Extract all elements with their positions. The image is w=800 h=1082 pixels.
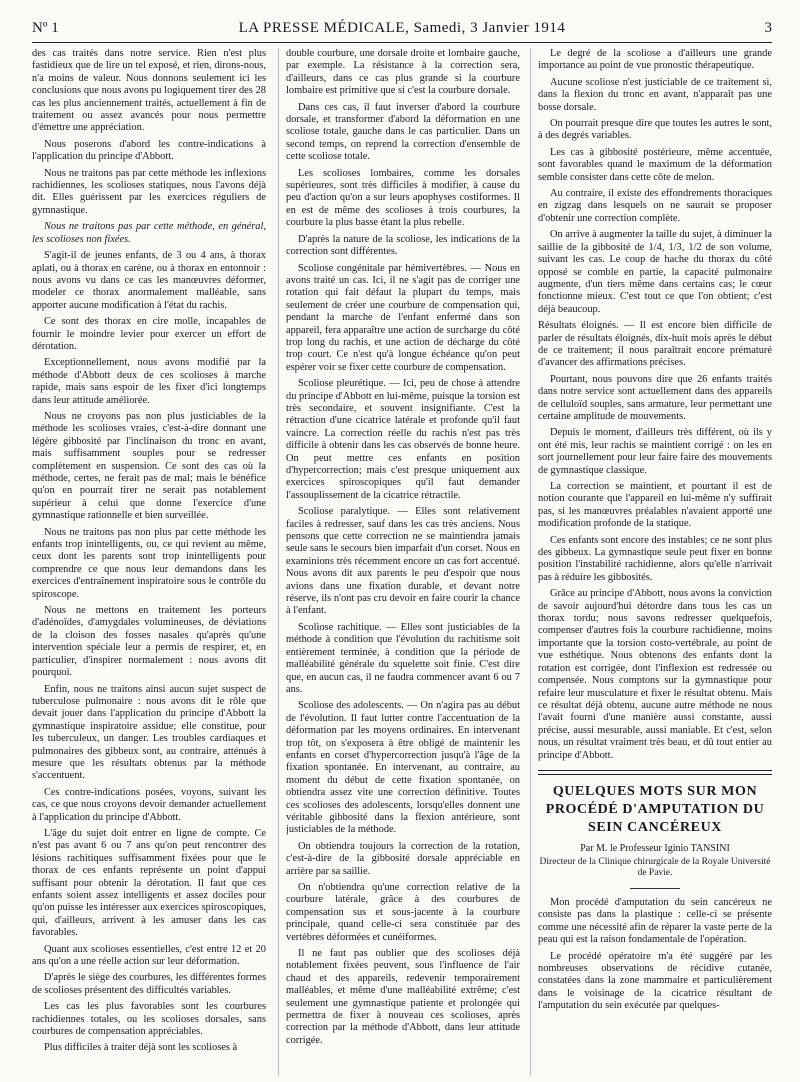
column-2 bbox=[286, 48, 520, 1076]
paragraph: Ces contre-indications posées, voyons, suivant les cas, ce que nous croyons devoir demander actuellement à l'application du principe d'Abbott. bbox=[32, 786, 266, 823]
paragraph: Scoliose des adolescents. — On n'agira pas au début de l'évolution. Il faut lutter contre l'accentuation de la déformation par les moyens ordinaires. En intervenant trop tôt, on s'exposera à être obligé de maintenir les enfants en corset d'hypercorrection jusqu'à l'âge de la fixation spontanée. En intervenant, au contraire, au moment du début de cette fixation spontanée, on obtiendra assez vite une correction définitive. Toutes ces scolioses des adolescents, lorsqu'elles donnent une véritable gibbosité dans la flexion antérieure, sont justiciables de la méthode. bbox=[286, 700, 520, 836]
issue-number: Nº 1 bbox=[32, 20, 59, 36]
paragraph: des cas traités dans notre service. Rien n'est plus fastidieux que de lire un tel exposé, et rien, dirons-nous, n'a moins de valeur. Nous donnons seulement ici les conclusions que nous avons pu logiquement tirer des 28 cas les plus anciennement traités, actuellement à fin de traitement ou assez avancés pour nous permettre d'émettre une appréciation. bbox=[32, 48, 266, 134]
paragraph: S'agit-il de jeunes enfants, de 3 ou 4 ans, à thorax aplati, ou à thorax en carène, ou à thorax en entonnoir : nous avons vu dans ce cas les manœuvres déformer, modeler ce thorax anormalement malléable, sans apporter aucune modification à l'état du rachis. bbox=[32, 250, 266, 311]
article-title: QUELQUES MOTS SUR MON PROCÉDÉ D'AMPUTATION DU SEIN CANCÉREUX bbox=[545, 783, 765, 835]
column-1 bbox=[32, 48, 266, 1076]
journal-title: LA PRESSE MÉDICALE, bbox=[238, 20, 410, 36]
paragraph: Scoliose pleurétique. — Ici, peu de chose à attendre du principe d'Abbott en lui-même, puisque la torsion est très secondaire, et souvent insignifiante. C'est la rétraction d'une cicatrice latérale et profonde qu'il faut vaincre. La correction réelle du rachis n'est pas très difficile à obtenir dans les cas observés de bonne heure. On peut mettre ces enfants en position d'hypercorrection; mais c'est presque uniquement aux exercices spiroscopiques qu'il faut demander l'assouplissement de la cicatrice rétractile. bbox=[286, 378, 520, 501]
paragraph: L'âge du sujet doit entrer en ligne de compte. Ce n'est pas avant 6 ou 7 ans qu'on peut rencontrer des lésions rachitiques suffisamment fixées pour que le thorax de ces enfants représente un point d'appui suffisant pour obtenir la dérotation. Il faut que ces enfants soient assez intelligents et assez dociles pour qu'on puisse les intéresser aux exercices spiroscopiques, qui, d'ailleurs, arrivent à les amuser dans les cas favorables. bbox=[32, 827, 266, 939]
paragraph: Ce sont des thorax en cire molle, incapables de fournir le moindre levier pour exercer un effort de dérotation. bbox=[32, 316, 266, 352]
paragraph: D'après le siège des courbures, les différentes formes de scolioses présentent des difficultés variables. bbox=[32, 972, 266, 996]
paragraph: Au contraire, il existe des effondrements thoraciques en zigzag dans lesquels on ne saurait se proposer d'obtenir une correction complète. bbox=[538, 188, 772, 224]
article-affiliation: Directeur de la Clinique chirurgicale de la Royale Université de Pavie. bbox=[539, 856, 771, 879]
page-header bbox=[32, 18, 772, 40]
header-rule bbox=[32, 42, 772, 43]
paragraph: On obtiendra toujours la correction de la rotation, c'est-à-dire de la gibbosité dorsale appréciable en arrière par sa saillie. bbox=[286, 840, 520, 877]
paragraph: Il ne faut pas oublier que des scolioses déjà notablement fixées peuvent, sous l'influence de l'air chaud et des appareils, redevenir temporairement malléables, et même d'une malléabilité extrême; c'est seulement une gymnastique patiente et prolongée qui permettra de fixer à nouveau ces scolioses, après correction par la méthode d'Abbott, dans leur attitude corrigée. bbox=[286, 948, 520, 1046]
paragraph: Les scolioses lombaires, comme les dorsales supérieures, sont très difficiles à modifier, à cause du peu d'action qu'on a sur leurs apophyses costiformes. Il en est de même des scolioses à trois courbures, la courbure la plus basse étant la plus rebelle. bbox=[286, 167, 520, 229]
paragraph: Scoliose congénitale par hémivertèbres. — Nous en avons traité un cas. Ici, il ne s'agit pas de corriger une rotation qui fait défaut la plupart du temps, mais seulement de créer une courbure de compensation qui, pendant la marche de l'enfant enfermé dans son appareil, fera apparaître une action de surcharge du côté trop long du rachis, et une action de décharge du côté trop court. Ce n'est qu'à longue échéance qu'on peut espérer voir se fixer cette courbure de compensation. bbox=[286, 262, 520, 373]
paragraph: Dans ces cas, il faut inverser d'abord la courbure dorsale, et transformer d'abord la déformation en une scoliose totale, gauche dans le cas particulier. Dans un second temps, on reprend la correction d'ensemble de cette scoliose totale. bbox=[286, 101, 520, 163]
paragraph: Nous ne traitons pas par cette méthode les inflexions rachidiennes, les scolioses statiques, nous l'avons déjà dit. Elles guérissent par les exercices réguliers de gymnastique. bbox=[32, 167, 266, 216]
paragraph: Mon procédé d'amputation du sein cancéreux ne consiste pas dans la plastique : celle-ci se présente comme une nécessité afin de réparer la vaste perte de la peau qui est la raison fondamentale de l'opération. bbox=[538, 896, 772, 946]
paragraph: On arrive à augmenter la taille du sujet, à diminuer la saillie de la gibbosité de 1/4, 1/3, 1/2 de son volume, suivant les cas. Le coup de hache du thorax du côté opposé se comble en partie, la capacité pulmonaire augmente, d'un tiers même dans certains cas; le cœur fonctionne mieux. C'est tout ce que l'on obtient; c'est déjà beaucoup. bbox=[538, 229, 772, 315]
column-divider bbox=[278, 48, 279, 1076]
journal-title-line bbox=[32, 20, 772, 37]
paragraph: Nous ne mettons en traitement les porteurs d'adénoïdes, d'amygdales volumineuses, de déviations de la cloison des fosses nasales qu'après qu'une intervention spéciale leur a permis de respirer, et, en particulier, d'inspirer normalement : nous avons dit pourquoi. bbox=[32, 605, 266, 679]
paragraph: Résultats éloignés. — Il est encore bien difficile de parler de résultats éloignés, dix-huit mois après le début de ce traitement; il nous paraîtrait encore prématuré d'avancer des affirmations précises. bbox=[538, 320, 772, 369]
paragraph: On n'obtiendra qu'une correction relative de la courbure latérale, grâce à des courbures de compensation sus et sous-jacente à la courbure principale, quand celle-ci sera constituée par des vertèbres déformées et cunéiformes. bbox=[286, 882, 520, 943]
column-divider bbox=[530, 48, 531, 1076]
paragraph: Le degré de la scoliose a d'ailleurs une grande importance au point de vue pronostic thérapeutique. bbox=[538, 48, 772, 72]
paragraph: Plus difficiles à traiter déjà sont les scolioses à bbox=[44, 1042, 238, 1054]
paragraph: Ces enfants sont encore des instables; ce ne sont plus des gibbeux. La gymnastique seule peut fixer en bonne position l'instabilité rachidienne, alors qu'elle n'arrivait pas à réduire les gibbosités. bbox=[538, 534, 772, 583]
paragraph: Nous ne traitons pas non plus par cette méthode les enfants trop inintelligents, ou, ce qui revient au même, ceux dont les parents sont trop inintelligents pour comprendre ce que nous leur demandons dans les exercices d'entraînement inspiratoire sous le contrôle du spiroscope. bbox=[32, 526, 266, 600]
short-rule bbox=[630, 888, 680, 889]
paragraph: Scoliose rachitique. — Elles sont justiciables de la méthode à condition que l'évolution du rachitisme soit entièrement terminée, à condition que la période de malléabilité générale du squelette soit finie. C'est dire que, en aucun cas, il ne faudra commencer avant 6 ou 7 ans. bbox=[286, 621, 520, 695]
issue-date: Samedi, 3 Janvier 1914 bbox=[413, 20, 566, 36]
article-byline: Par M. le Professeur Iginio TANSINI bbox=[580, 842, 730, 854]
page-number: 3 bbox=[764, 20, 772, 36]
paragraph: Scoliose paralytique. — Elles sont relativement faciles à redresser, sauf dans les cas très anciens. Nous pensons que cette correction ne se maintiendra jamais seule sans le secours bien imparfait d'un corset. Nous en examinions très récemment encore un cas fort accentué. Nous avons dit aux parents le peu d'espoir que nous avions dans une fixation durable, et devant notre réserve, ils n'ont pas cru devoir en faire courir la chance à l'enfant. bbox=[286, 506, 520, 617]
paragraph: double courbure, une dorsale droite et lombaire gauche, par exemple. La résistance à la correction sera, d'ailleurs, dans ce cas plus grande si la courbure lombaire est primitive que si c'est la courbure dorsale. bbox=[286, 48, 520, 97]
paragraph: Les cas les plus favorables sont les courbures rachidiennes totales, ou les scolioses dorsales, sans courbures de compensation appréciables. bbox=[32, 1001, 266, 1038]
paragraph: Aucune scoliose n'est justiciable de ce traitement si, dans la flexion du tronc en avant, n'apparaît pas une bosse dorsale. bbox=[538, 76, 772, 113]
paragraph: Nous poserons d'abord les contre-indications à l'application du principe d'Abbott. bbox=[32, 138, 266, 163]
paragraph: Depuis le moment, d'ailleurs très différent, où ils y ont été mis, leur rachis se maintient corrigé : on les en sort journellement pour leur faire faire des mouvements de gymnastique classique. bbox=[538, 427, 772, 476]
paragraph: La correction se maintient, et pourtant il est de notion courante que l'appareil en lui-même n'y suffirait pas, si les manœuvres préalables n'avaient apporté une modification profonde de la statique. bbox=[538, 481, 772, 530]
paragraph: On pourrait presque dire que toutes les autres le sont, à des degrés variables. bbox=[538, 118, 772, 142]
paragraph: Le procédé opératoire m'a été suggéré par les nombreuses observations de récidive cutanée, constatées dans la zone mammaire et particulièrement dans le voisinage de la cicatrice résultant de l'amputation du sein exécutée par quelques- bbox=[538, 950, 772, 1012]
paragraph: Les cas à gibbosité postérieure, même accentuée, sont favorables quand le maximum de la déformation semble consister dans cette côte de melon. bbox=[538, 146, 772, 183]
article-separator bbox=[538, 770, 772, 775]
paragraph: Quant aux scolioses essentielles, c'est entre 12 et 20 ans qu'on a une réelle action sur leur déformation. bbox=[32, 943, 266, 968]
paragraph: Nous ne croyons pas non plus justiciables de la méthode les scolioses vraies, c'est-à-dire donnant une légère gibbosité par l'inclinaison du tronc en avant, mais suffisamment souples pour se redresser complètement en suspension. Ce sont des cas où la méthode, certes, ne ferait pas de mal; mais le bénéfice qu'on en pourrait tirer ne serait pas notablement supérieur à celui que donne l'exercice d'une gymnastique rationnelle et bien surveillée. bbox=[32, 410, 266, 522]
column-3 bbox=[538, 48, 772, 1076]
paragraph: Exceptionnellement, nous avons modifié par la méthode d'Abbott deux de ces scolioses à marche rapide, mais sans espoir de les fixer d'ici longtemps dans leur attitude améliorée. bbox=[32, 357, 266, 406]
paragraph: D'après la nature de la scoliose, les indications de la correction sont différentes. bbox=[286, 233, 520, 258]
paragraph: Nous ne traitons pas par cette méthode, en général, les scolioses non fixées. bbox=[32, 221, 266, 245]
paragraph: Enfin, nous ne traitons ainsi aucun sujet suspect de tuberculose pulmonaire : nous avons dit le rôle que devait jouer dans l'application du principe d'Abbott la gymnastique inspiratoire assidue; elle constitue, pour les tuberculeux, un danger. Les troubles cardiaques et pulmonaires des gibbeux sont, au contraire, atténués à mesure que les résultats obtenus par la méthode s'accentuent. bbox=[32, 683, 266, 782]
paragraph: Grâce au principe d'Abbott, nous avons la conviction de savoir aujourd'hui détordre dans tous les cas un thorax tordu; nous savons redresser quelquefois, compenser d'autres fois la courbure rachidienne, moins importante que la torsion costo-vertébrale, au point de vue esthétique. Nous obtenons des enfants dont la rotation est corrigée, dont l'inflexion est redressée ou compensée. Nous comptons sur la gymnastique pour refaire leur musculature et fixer le résultat obtenu. Mais ce résultat déjà obtenu, aucune autre méthode ne nous l'avait fourni d'une manière aussi constante, aussi précise, aussi mesurable, aussi maniable. Et c'est, selon nous, un résultat vraiment très beau, et dû tout entier au principe d'Abbott. bbox=[538, 588, 772, 761]
paragraph: Pourtant, nous pouvons dire que 26 enfants traités dans notre service sont actuellement dans des appareils de celluloïd souples, sans armature, leur permettant une certaine amplitude de mouvements. bbox=[538, 373, 772, 422]
